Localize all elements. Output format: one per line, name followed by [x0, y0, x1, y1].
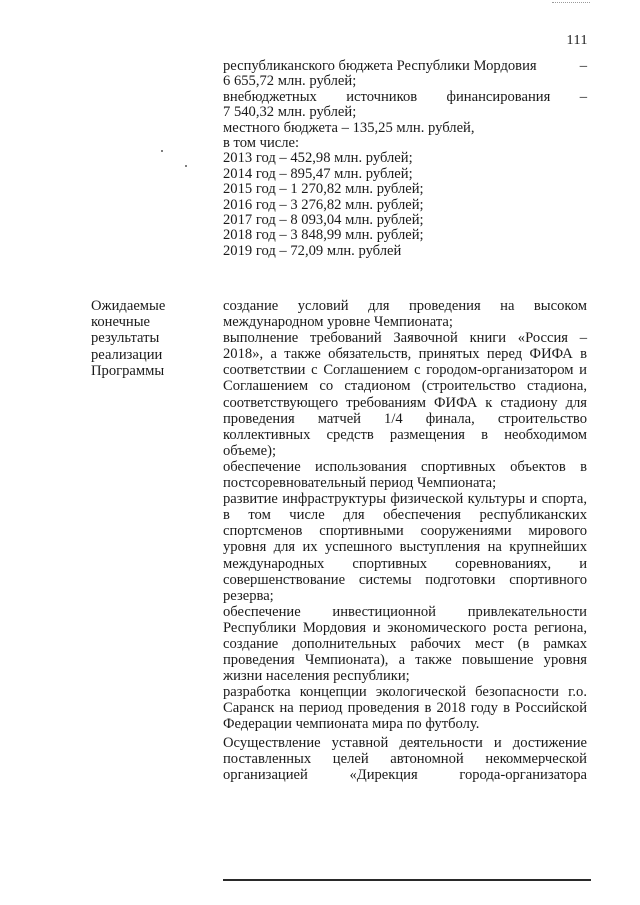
funding-year-line: 2019 год – 72,09 млн. рублей: [223, 242, 402, 259]
funding-line: внебюджетных источников финансирования –: [223, 88, 587, 105]
funding-line: 6 655,72 млн. рублей;: [223, 73, 357, 90]
funding-year-line: 2013 год – 452,98 млн. рублей;: [223, 150, 413, 167]
result-paragraph: развитие инфраструктуры физической культуры и спорта, в том числе для обеспечения республиканских спортсменов спортивными сооружениями мирового уровня для их успешного выступления на крупнейших международных спортивных соревнованиях, и совершенствование системы подготовки спортивного резерва;: [223, 491, 587, 604]
result-paragraph: обеспечение инвестиционной привлекательности Республики Мордовия и экономического роста региона, создание дополнительных рабочих мест (в рамках проведения Чемпионата), а также повышение уровня жизни населения республики;: [223, 603, 587, 685]
result-paragraph: обеспечение использования спортивных объектов в постсоревновательный период Чемпионата;: [223, 458, 587, 492]
funding-sources-block: [223, 59, 587, 259]
funding-line: в том числе:: [223, 135, 300, 152]
row-label-expected-results: [91, 298, 191, 379]
row-label-line: реализации: [91, 346, 163, 363]
funding-line: местного бюджета – 135,25 млн. рублей,: [223, 119, 475, 136]
result-paragraph: выполнение требований Заявочной книги «Россия – 2018», а также обязательств, принятых перед ФИФА в соответствии с Соглашением с городом-организатором и Соглашением со стадионом (строительство стадиона, соответствующего требованиям ФИФА к стадиону для проведения матчей 1/4 финала, строительство коллективных средств размещения в необходимом объеме);: [223, 330, 587, 459]
expected-results-text: [223, 298, 587, 783]
scan-speck: [185, 165, 187, 167]
row-label-line: Ожидаемые: [91, 298, 166, 314]
funding-year-line: 2015 год – 1 270,82 млн. рублей;: [223, 181, 424, 198]
result-paragraph: Осуществление уставной деятельности и достижение поставленных целей автономной некоммерческой организацией «Дирекция города-организатора: [223, 734, 587, 783]
funding-line: 7 540,32 млн. рублей;: [223, 104, 357, 121]
scan-corner-mark: [552, 2, 590, 5]
row-label-line: конечные: [91, 314, 151, 331]
page-number: 111: [566, 33, 588, 48]
row-label-line: Программы: [91, 362, 165, 379]
funding-year-line: 2016 год – 3 276,82 млн. рублей;: [223, 196, 424, 213]
funding-line: республиканского бюджета Республики Мордовия –: [223, 58, 587, 74]
funding-year-line: 2014 год – 895,47 млн. рублей;: [223, 165, 413, 182]
funding-year-line: 2018 год – 3 848,99 млн. рублей;: [223, 227, 424, 244]
result-paragraph: разработка концепции экологической безопасности г.о. Саранск на период проведения в 2018 году в Российской Федерации чемпионата мира по футболу.: [223, 684, 587, 733]
result-paragraph: создание условий для проведения на высоком международном уровне Чемпионата;: [223, 298, 587, 331]
scan-speck: [161, 150, 163, 152]
funding-year-line: 2017 год – 8 093,04 млн. рублей;: [223, 212, 424, 229]
footer-rule: [223, 879, 591, 881]
row-label-line: результаты: [91, 330, 160, 347]
